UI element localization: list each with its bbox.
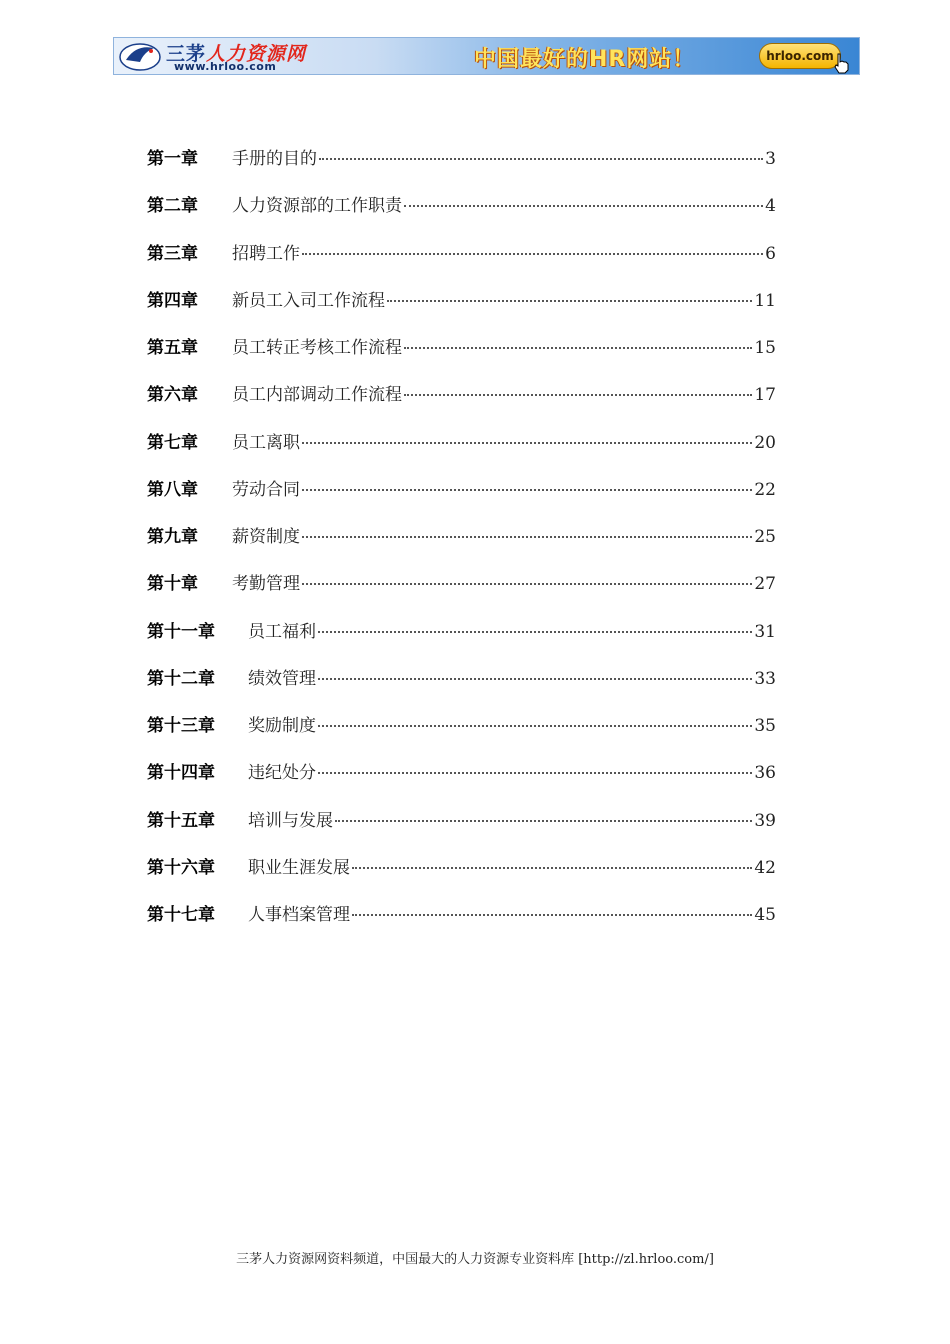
- toc-page-number: 11: [754, 290, 776, 311]
- toc-chapter-number: 第八章: [147, 479, 198, 500]
- toc-chapter-title: 违纪处分: [248, 763, 316, 784]
- toc-entry[interactable]: [147, 758, 776, 805]
- toc-page-number: 6: [765, 243, 776, 264]
- toc-page-number: 36: [754, 763, 776, 784]
- toc-entry[interactable]: [147, 806, 776, 853]
- toc-page-number: 20: [754, 432, 776, 453]
- toc-dot-leader: [352, 867, 752, 869]
- brand-accent: 人力资源网: [206, 43, 307, 65]
- toc-chapter-number: 第十四章: [147, 763, 215, 784]
- toc-chapter-number: 第十章: [147, 574, 198, 595]
- toc-chapter-number: 第十七章: [147, 905, 215, 925]
- toc-entry[interactable]: [147, 380, 776, 427]
- toc-entry[interactable]: [147, 475, 776, 522]
- toc-entry[interactable]: [147, 569, 776, 616]
- toc-chapter-number: 第四章: [147, 290, 198, 311]
- toc-dot-leader: [318, 725, 752, 727]
- toc-dot-leader: [335, 820, 752, 822]
- toc-chapter-number: 第六章: [147, 385, 198, 406]
- toc-entry[interactable]: [147, 428, 776, 475]
- toc-chapter-title: 员工转正考核工作流程: [232, 338, 402, 358]
- toc-chapter-title: 绩效管理: [248, 668, 316, 689]
- toc-dot-leader: [302, 536, 752, 538]
- toc-chapter-title: 员工内部调动工作流程: [232, 385, 402, 406]
- toc-chapter-number: 第十三章: [147, 716, 215, 736]
- toc-page-number: 33: [754, 668, 776, 689]
- toc-chapter-number: 第七章: [147, 432, 198, 453]
- toc-dot-leader: [404, 205, 763, 207]
- toc-page-number: 3: [765, 149, 776, 169]
- toc-page-number: 39: [754, 810, 776, 831]
- toc-dot-leader: [404, 347, 752, 349]
- toc-chapter-number: 第五章: [147, 338, 198, 358]
- toc-dot-leader: [404, 394, 752, 396]
- toc-dot-leader: [318, 772, 752, 774]
- toc-chapter-title: 员工离职: [232, 432, 300, 453]
- toc-entry[interactable]: [147, 191, 776, 238]
- toc-entry[interactable]: [147, 333, 776, 380]
- toc-entry[interactable]: [147, 286, 776, 333]
- toc-chapter-number: 第九章: [147, 527, 198, 547]
- toc-chapter-title: 手册的目的: [232, 149, 317, 169]
- toc-chapter-title: 培训与发展: [248, 810, 333, 831]
- toc-page-number: 4: [765, 196, 776, 217]
- toc-dot-leader: [318, 678, 752, 680]
- toc-chapter-number: 第十五章: [147, 810, 215, 831]
- toc-page-number: 27: [754, 574, 776, 595]
- toc-dot-leader: [387, 300, 752, 302]
- toc-chapter-title: 劳动合同: [232, 479, 300, 500]
- toc-dot-leader: [302, 489, 752, 491]
- toc-chapter-title: 考勤管理: [232, 574, 300, 595]
- toc-entry[interactable]: [147, 711, 776, 758]
- page-footer: 三茅人力资源网资料频道，中国最大的人力资源专业资料库 [http://zl.hrloo.com/]: [236, 1252, 714, 1267]
- header-banner[interactable]: [113, 37, 860, 75]
- toc-page-number: 42: [754, 857, 776, 878]
- toc-chapter-number: 第三章: [147, 243, 198, 264]
- toc-dot-leader: [319, 158, 763, 160]
- toc-chapter-title: 职业生涯发展: [248, 857, 350, 878]
- toc-dot-leader: [302, 583, 752, 585]
- toc-entry[interactable]: [147, 239, 776, 286]
- toc-chapter-title: 薪资制度: [232, 527, 300, 547]
- toc-dot-leader: [318, 631, 752, 633]
- site-url: www.hrloo.com: [174, 60, 277, 73]
- toc-page-number: 22: [754, 479, 776, 500]
- brand-main: 三茅: [166, 43, 207, 65]
- toc-entry[interactable]: [147, 900, 776, 947]
- toc-chapter-title: 招聘工作: [232, 243, 300, 264]
- toc-chapter-number: 第十一章: [147, 621, 215, 642]
- toc-entry[interactable]: [147, 664, 776, 711]
- toc-entry[interactable]: [147, 617, 776, 664]
- toc-page-number: 45: [754, 905, 776, 925]
- toc-chapter-title: 人力资源部的工作职责: [232, 196, 402, 217]
- toc-chapter-number: 第十二章: [147, 668, 215, 689]
- toc-chapter-title: 人事档案管理: [248, 905, 350, 925]
- toc-page-number: 17: [754, 385, 776, 406]
- toc-chapter-title: 新员工入司工作流程: [232, 290, 385, 311]
- toc-entry[interactable]: [147, 522, 776, 569]
- hrloo-button[interactable]: hrloo.com: [759, 43, 841, 69]
- toc-chapter-number: 第十六章: [147, 857, 215, 878]
- bird-logo-icon: [118, 40, 164, 72]
- toc-chapter-number: 第二章: [147, 196, 198, 217]
- toc-page-number: 35: [754, 716, 776, 736]
- toc-dot-leader: [302, 442, 752, 444]
- hand-cursor-icon: [832, 52, 852, 74]
- toc-chapter-title: 员工福利: [248, 621, 316, 642]
- toc-chapter-title: 奖励制度: [248, 716, 316, 736]
- toc-page-number: 31: [754, 621, 776, 642]
- toc-entry[interactable]: [147, 144, 776, 191]
- toc-dot-leader: [352, 914, 752, 916]
- toc-page-number: 15: [754, 338, 776, 358]
- toc-page-number: 25: [754, 527, 776, 547]
- toc-dot-leader: [302, 253, 763, 255]
- banner-slogan: 中国最好的HR网站！: [474, 47, 696, 72]
- toc-chapter-number: 第一章: [147, 149, 198, 169]
- toc-entry[interactable]: [147, 853, 776, 900]
- table-of-contents: [147, 144, 776, 947]
